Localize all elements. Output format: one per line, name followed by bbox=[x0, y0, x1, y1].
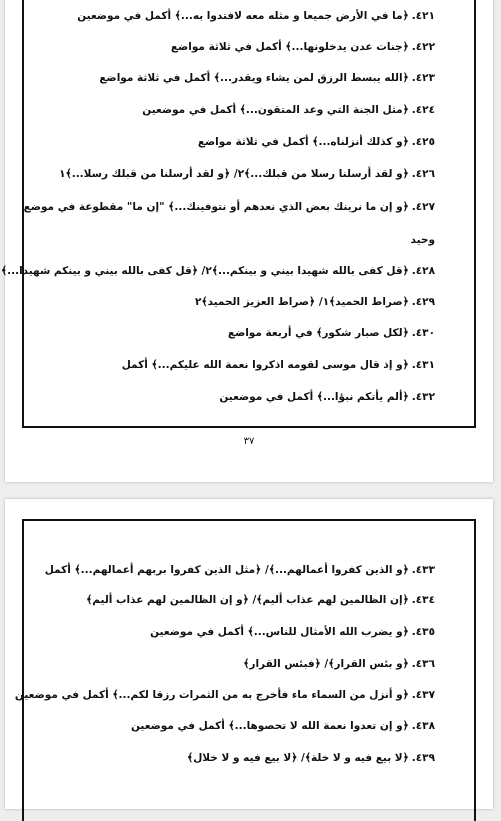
question-number: ٤٣٤. bbox=[411, 594, 435, 606]
question-line bbox=[43, 657, 435, 671]
question-line bbox=[43, 233, 435, 247]
question-number: ٤٢٣. bbox=[411, 72, 435, 84]
page-number: ٣٧ bbox=[243, 436, 255, 447]
question-line bbox=[43, 103, 435, 117]
question-number: ٤٢٢. bbox=[411, 41, 435, 53]
question-text: ﴿قل كفى بالله شهيدا بيني و بينكم...﴾٢/ ﴿قل كفى بالله بيني و بينكم شهيدا...﴾ bbox=[0, 265, 409, 277]
question-line bbox=[23, 200, 435, 214]
question-line bbox=[43, 295, 435, 309]
question-line bbox=[43, 390, 435, 404]
question-number: ٤٣٥. bbox=[411, 626, 435, 638]
question-line bbox=[43, 71, 435, 85]
question-number: ٤٣١. bbox=[411, 359, 435, 371]
question-line bbox=[14, 688, 435, 702]
question-text: ﴿و لقد أرسلنا رسلا من قبلك...﴾٢/ ﴿و لقد أرسلنا من قبلك رسلا...﴾١ bbox=[59, 168, 409, 180]
question-line bbox=[43, 625, 435, 639]
question-number: ٤٢٦. bbox=[411, 168, 435, 180]
document-page-2 bbox=[5, 499, 493, 809]
question-number: ٤٢٥. bbox=[411, 136, 435, 148]
question-number: ٤٣٨. bbox=[411, 720, 435, 732]
question-line bbox=[43, 563, 435, 577]
question-text: ﴿و الذين كفروا أعمالهم...﴾/ ﴿مثل الذين كفروا بربهم أعمالهم...﴾ أكمل bbox=[44, 564, 409, 576]
question-text: ﴿لكل صبار شكور﴾ في أربعة مواضع bbox=[227, 327, 409, 339]
question-line bbox=[43, 593, 435, 607]
question-line bbox=[43, 135, 435, 149]
question-number: ٤٢٧. bbox=[411, 201, 435, 213]
question-line bbox=[43, 40, 435, 54]
question-number: ٤٢٩. bbox=[411, 296, 435, 308]
question-number: ٤٣٠. bbox=[411, 327, 435, 339]
question-number: ٤٣٦. bbox=[411, 658, 435, 670]
question-text: ﴿و أنزل من السماء ماء فأخرج به من الثمرات رزقا لكم...﴾ أكمل في موضعين bbox=[14, 689, 409, 701]
question-text: ﴿لا بيع فيه و لا خلة﴾/ ﴿لا بيع فيه و لا خلال﴾ bbox=[187, 752, 409, 764]
question-text: ﴿جنات عدن يدخلونها...﴾ أكمل في ثلاثة مواضع bbox=[170, 41, 409, 53]
question-text: ﴿و كذلك أنزلناه...﴾ أكمل في ثلاثة مواضع bbox=[197, 136, 409, 148]
question-text: ﴿و بئس القرار﴾/ ﴿فبئس القرار﴾ bbox=[243, 658, 409, 670]
question-text: ﴿إن الظالمين لهم عذاب أليم﴾/ ﴿و إن الظالمين لهم عذاب أليم﴾ bbox=[86, 594, 409, 606]
question-line bbox=[43, 326, 435, 340]
question-text: ﴿و إن ما نرينك بعض الذي نعدهم أو نتوفينك...﴾ "إن ما" مقطوعة في موضع bbox=[23, 201, 409, 213]
question-text: ﴿مثل الجنة التي وعد المتقون...﴾ أكمل في موضعين bbox=[142, 104, 409, 116]
question-line bbox=[0, 264, 435, 278]
question-text: ﴿ألم يأتكم نبؤا...﴾ أكمل في موضعين bbox=[219, 391, 409, 403]
question-number: ٤٣٢. bbox=[411, 391, 435, 403]
question-line bbox=[43, 751, 435, 765]
question-text: ﴿ما في الأرض جميعا و مثله معه لافتدوا به...﴾ أكمل في موضعين bbox=[77, 10, 409, 22]
question-number: ٤٢٨. bbox=[411, 265, 435, 277]
question-number: ٤٣٣. bbox=[411, 564, 435, 576]
question-line bbox=[43, 358, 435, 372]
question-line bbox=[43, 9, 435, 23]
question-line bbox=[43, 167, 435, 181]
question-text: ﴿الله يبسط الرزق لمن يشاء ويقدر...﴾ أكمل في ثلاثة مواضع bbox=[99, 72, 409, 84]
question-text: ﴿و إذ قال موسى لقومه اذكروا نعمة الله عليكم...﴾ أكمل bbox=[121, 359, 409, 371]
question-number: ٤٢١. bbox=[411, 10, 435, 22]
question-text: وحيد bbox=[410, 234, 435, 246]
question-text: ﴿صراط الحميد﴾١/ ﴿صراط العزيز الحميد﴾٢ bbox=[195, 296, 409, 308]
question-text: ﴿و إن تعدوا نعمة الله لا تحصوها...﴾ أكمل في موضعين bbox=[130, 720, 409, 732]
question-text: ﴿و يضرب الله الأمثال للناس...﴾ أكمل في موضعين bbox=[150, 626, 409, 638]
question-number: ٤٢٤. bbox=[411, 104, 435, 116]
question-number: ٤٣٩. bbox=[411, 752, 435, 764]
question-line bbox=[43, 719, 435, 733]
question-number: ٤٣٧. bbox=[411, 689, 435, 701]
